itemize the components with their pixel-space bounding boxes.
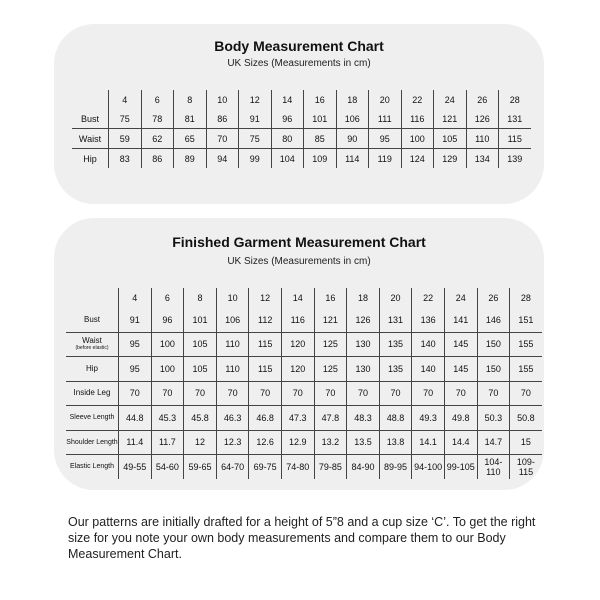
size-header-8: 8 bbox=[184, 288, 217, 308]
table-cell: 109-115 bbox=[510, 455, 542, 479]
table-cell: 74-80 bbox=[281, 455, 314, 479]
table-cell: 86 bbox=[206, 109, 239, 129]
table-cell: 115 bbox=[249, 332, 282, 357]
size-header-4: 4 bbox=[119, 288, 152, 308]
table-cell: 136 bbox=[412, 308, 445, 332]
table-cell: 64-70 bbox=[216, 455, 249, 479]
size-header-24: 24 bbox=[444, 288, 477, 308]
table-cell: 12 bbox=[184, 430, 217, 455]
size-header-20: 20 bbox=[379, 288, 412, 308]
table-cell: 111 bbox=[369, 109, 402, 129]
table-cell: 46.3 bbox=[216, 406, 249, 431]
table-corner-cell bbox=[66, 288, 119, 308]
table-cell: 48.3 bbox=[347, 406, 380, 431]
row-label-text: Sleeve Length bbox=[69, 414, 115, 422]
size-header-12: 12 bbox=[239, 90, 272, 109]
table-cell: 48.8 bbox=[379, 406, 412, 431]
table-cell: 91 bbox=[119, 308, 152, 332]
table-cell: 45.3 bbox=[151, 406, 184, 431]
row-label-text: Hip bbox=[85, 363, 98, 373]
table-cell: 70 bbox=[119, 381, 152, 406]
table-cell: 104 bbox=[271, 149, 304, 169]
table-cell: 12.6 bbox=[249, 430, 282, 455]
row-label bbox=[66, 455, 119, 479]
table-cell: 70 bbox=[347, 381, 380, 406]
table-cell: 14.4 bbox=[444, 430, 477, 455]
table-corner-cell bbox=[72, 90, 109, 109]
table-cell: 44.8 bbox=[119, 406, 152, 431]
table-cell: 86 bbox=[141, 149, 174, 169]
table-cell: 95 bbox=[369, 129, 402, 149]
table-cell: 105 bbox=[184, 357, 217, 382]
size-header-18: 18 bbox=[336, 90, 369, 109]
table-cell: 131 bbox=[379, 308, 412, 332]
table-cell: 130 bbox=[347, 332, 380, 357]
row-label-text: Bust bbox=[80, 113, 99, 124]
table-row bbox=[66, 430, 542, 455]
table-cell: 131 bbox=[499, 109, 531, 129]
size-header-18: 18 bbox=[347, 288, 380, 308]
table-cell: 70 bbox=[314, 381, 347, 406]
table-cell: 145 bbox=[444, 332, 477, 357]
size-header-24: 24 bbox=[434, 90, 467, 109]
table-cell: 65 bbox=[174, 129, 207, 149]
body-measurement-table bbox=[72, 90, 531, 168]
table-cell: 112 bbox=[249, 308, 282, 332]
table-cell: 109 bbox=[304, 149, 337, 169]
table-cell: 101 bbox=[184, 308, 217, 332]
table-cell: 124 bbox=[401, 149, 434, 169]
table-row bbox=[72, 149, 531, 169]
table-cell: 121 bbox=[434, 109, 467, 129]
table-cell: 46.8 bbox=[249, 406, 282, 431]
row-label-text: Bust bbox=[83, 314, 100, 324]
table-cell: 11.7 bbox=[151, 430, 184, 455]
table-cell: 119 bbox=[369, 149, 402, 169]
table-cell: 70 bbox=[206, 129, 239, 149]
table-cell: 81 bbox=[174, 109, 207, 129]
table-cell: 45.8 bbox=[184, 406, 217, 431]
table-row bbox=[66, 455, 542, 479]
table-cell: 70 bbox=[216, 381, 249, 406]
table-cell: 110 bbox=[466, 129, 499, 149]
table-cell: 13.5 bbox=[347, 430, 380, 455]
table-row bbox=[66, 381, 542, 406]
size-header-8: 8 bbox=[174, 90, 207, 109]
table-cell: 70 bbox=[281, 381, 314, 406]
table-cell: 95 bbox=[119, 332, 152, 357]
body-chart-subtitle: UK Sizes (Measurements in cm) bbox=[227, 58, 371, 69]
table-row bbox=[66, 332, 542, 357]
size-header-10: 10 bbox=[206, 90, 239, 109]
row-label bbox=[72, 129, 109, 149]
table-cell: 89 bbox=[174, 149, 207, 169]
size-header-10: 10 bbox=[216, 288, 249, 308]
size-header-22: 22 bbox=[412, 288, 445, 308]
table-cell: 47.3 bbox=[281, 406, 314, 431]
table-cell: 106 bbox=[336, 109, 369, 129]
table-cell: 59-65 bbox=[184, 455, 217, 479]
row-label-text: Hip bbox=[83, 153, 97, 164]
size-header-28: 28 bbox=[499, 90, 531, 109]
table-cell: 100 bbox=[401, 129, 434, 149]
table-cell: 70 bbox=[412, 381, 445, 406]
table-cell: 12.3 bbox=[216, 430, 249, 455]
table-cell: 12.9 bbox=[281, 430, 314, 455]
table-row bbox=[66, 308, 542, 332]
size-header-16: 16 bbox=[304, 90, 337, 109]
row-label bbox=[66, 381, 119, 406]
table-cell: 135 bbox=[379, 332, 412, 357]
row-label bbox=[66, 406, 119, 431]
table-cell: 70 bbox=[151, 381, 184, 406]
table-cell: 116 bbox=[401, 109, 434, 129]
size-header-4: 4 bbox=[109, 90, 142, 109]
row-label bbox=[72, 109, 109, 129]
size-header-6: 6 bbox=[141, 90, 174, 109]
row-label-text: Shoulder Length bbox=[66, 438, 118, 446]
table-cell: 49.8 bbox=[444, 406, 477, 431]
table-cell: 120 bbox=[281, 357, 314, 382]
table-cell: 110 bbox=[216, 357, 249, 382]
table-cell: 70 bbox=[510, 381, 542, 406]
table-cell: 13.2 bbox=[314, 430, 347, 455]
row-label-note: (before elastic) bbox=[75, 344, 109, 351]
table-cell: 125 bbox=[314, 357, 347, 382]
table-cell: 126 bbox=[466, 109, 499, 129]
row-label bbox=[66, 308, 119, 332]
table-cell: 75 bbox=[239, 129, 272, 149]
garment-chart-subtitle: UK Sizes (Measurements in cm) bbox=[227, 256, 371, 267]
table-cell: 14.1 bbox=[412, 430, 445, 455]
table-cell: 120 bbox=[281, 332, 314, 357]
table-cell: 85 bbox=[304, 129, 337, 149]
row-label bbox=[66, 430, 119, 455]
table-row bbox=[66, 406, 542, 431]
table-cell: 150 bbox=[477, 357, 510, 382]
size-header-26: 26 bbox=[466, 90, 499, 109]
body-chart-title: Body Measurement Chart bbox=[214, 38, 384, 54]
table-cell: 116 bbox=[281, 308, 314, 332]
body-measurement-card bbox=[54, 24, 544, 204]
table-cell: 50.8 bbox=[510, 406, 542, 431]
row-label bbox=[72, 149, 109, 169]
table-cell: 78 bbox=[141, 109, 174, 129]
size-header-22: 22 bbox=[401, 90, 434, 109]
table-row bbox=[66, 357, 542, 382]
table-cell: 11.4 bbox=[119, 430, 152, 455]
size-header-28: 28 bbox=[510, 288, 542, 308]
table-cell: 134 bbox=[466, 149, 499, 169]
row-label bbox=[66, 357, 119, 382]
garment-measurement-card bbox=[54, 218, 544, 490]
table-cell: 15 bbox=[510, 430, 542, 455]
table-cell: 49.3 bbox=[412, 406, 445, 431]
table-cell: 96 bbox=[151, 308, 184, 332]
table-cell: 114 bbox=[336, 149, 369, 169]
table-cell: 130 bbox=[347, 357, 380, 382]
table-cell: 94 bbox=[206, 149, 239, 169]
table-cell: 70 bbox=[379, 381, 412, 406]
table-cell: 94-100 bbox=[412, 455, 445, 479]
table-cell: 50.3 bbox=[477, 406, 510, 431]
table-cell: 135 bbox=[379, 357, 412, 382]
table-cell: 59 bbox=[109, 129, 142, 149]
size-header-20: 20 bbox=[369, 90, 402, 109]
table-cell: 49-55 bbox=[119, 455, 152, 479]
size-header-6: 6 bbox=[151, 288, 184, 308]
table-cell: 155 bbox=[510, 332, 542, 357]
table-cell: 104-110 bbox=[477, 455, 510, 479]
table-cell: 106 bbox=[216, 308, 249, 332]
table-cell: 125 bbox=[314, 332, 347, 357]
table-cell: 79-85 bbox=[314, 455, 347, 479]
table-cell: 110 bbox=[216, 332, 249, 357]
table-cell: 146 bbox=[477, 308, 510, 332]
table-cell: 140 bbox=[412, 332, 445, 357]
table-cell: 140 bbox=[412, 357, 445, 382]
table-cell: 99 bbox=[239, 149, 272, 169]
table-cell: 139 bbox=[499, 149, 531, 169]
sizing-note: Our patterns are initially drafted for a height of 5”8 and a cup size ‘C’. To get the right size for you note your own body measurements and compare them to our Body Measurement Chart. bbox=[68, 515, 536, 561]
row-label-text: Waist bbox=[78, 133, 102, 144]
size-header-16: 16 bbox=[314, 288, 347, 308]
table-cell: 115 bbox=[499, 129, 531, 149]
table-cell: 95 bbox=[119, 357, 152, 382]
table-cell: 62 bbox=[141, 129, 174, 149]
table-cell: 70 bbox=[477, 381, 510, 406]
table-cell: 69-75 bbox=[249, 455, 282, 479]
table-cell: 145 bbox=[444, 357, 477, 382]
size-header-14: 14 bbox=[281, 288, 314, 308]
table-cell: 75 bbox=[109, 109, 142, 129]
table-cell: 141 bbox=[444, 308, 477, 332]
size-header-12: 12 bbox=[249, 288, 282, 308]
row-label-text: Elastic Length bbox=[70, 463, 114, 471]
row-label bbox=[66, 332, 119, 357]
table-cell: 129 bbox=[434, 149, 467, 169]
garment-measurement-table bbox=[66, 288, 542, 479]
table-cell: 70 bbox=[184, 381, 217, 406]
table-cell: 80 bbox=[271, 129, 304, 149]
table-cell: 70 bbox=[249, 381, 282, 406]
size-header-26: 26 bbox=[477, 288, 510, 308]
row-label-text: Inside Leg bbox=[73, 388, 111, 398]
table-cell: 96 bbox=[271, 109, 304, 129]
table-cell: 155 bbox=[510, 357, 542, 382]
table-cell: 105 bbox=[184, 332, 217, 357]
table-cell: 115 bbox=[249, 357, 282, 382]
table-row bbox=[72, 129, 531, 149]
table-header-row bbox=[66, 288, 542, 308]
table-cell: 14.7 bbox=[477, 430, 510, 455]
table-cell: 91 bbox=[239, 109, 272, 129]
table-cell: 13.8 bbox=[379, 430, 412, 455]
table-cell: 121 bbox=[314, 308, 347, 332]
table-cell: 105 bbox=[434, 129, 467, 149]
table-cell: 100 bbox=[151, 357, 184, 382]
garment-chart-title: Finished Garment Measurement Chart bbox=[172, 234, 426, 250]
table-cell: 84-90 bbox=[347, 455, 380, 479]
table-cell: 100 bbox=[151, 332, 184, 357]
table-cell: 70 bbox=[444, 381, 477, 406]
table-cell: 89-95 bbox=[379, 455, 412, 479]
table-cell: 90 bbox=[336, 129, 369, 149]
table-cell: 126 bbox=[347, 308, 380, 332]
table-cell: 101 bbox=[304, 109, 337, 129]
table-cell: 83 bbox=[109, 149, 142, 169]
row-label-text: Waist bbox=[82, 336, 102, 346]
table-header-row bbox=[72, 90, 531, 109]
table-cell: 150 bbox=[477, 332, 510, 357]
table-cell: 47.8 bbox=[314, 406, 347, 431]
size-header-14: 14 bbox=[271, 90, 304, 109]
table-cell: 99-105 bbox=[444, 455, 477, 479]
table-cell: 54-60 bbox=[151, 455, 184, 479]
table-cell: 151 bbox=[510, 308, 542, 332]
table-row bbox=[72, 109, 531, 129]
